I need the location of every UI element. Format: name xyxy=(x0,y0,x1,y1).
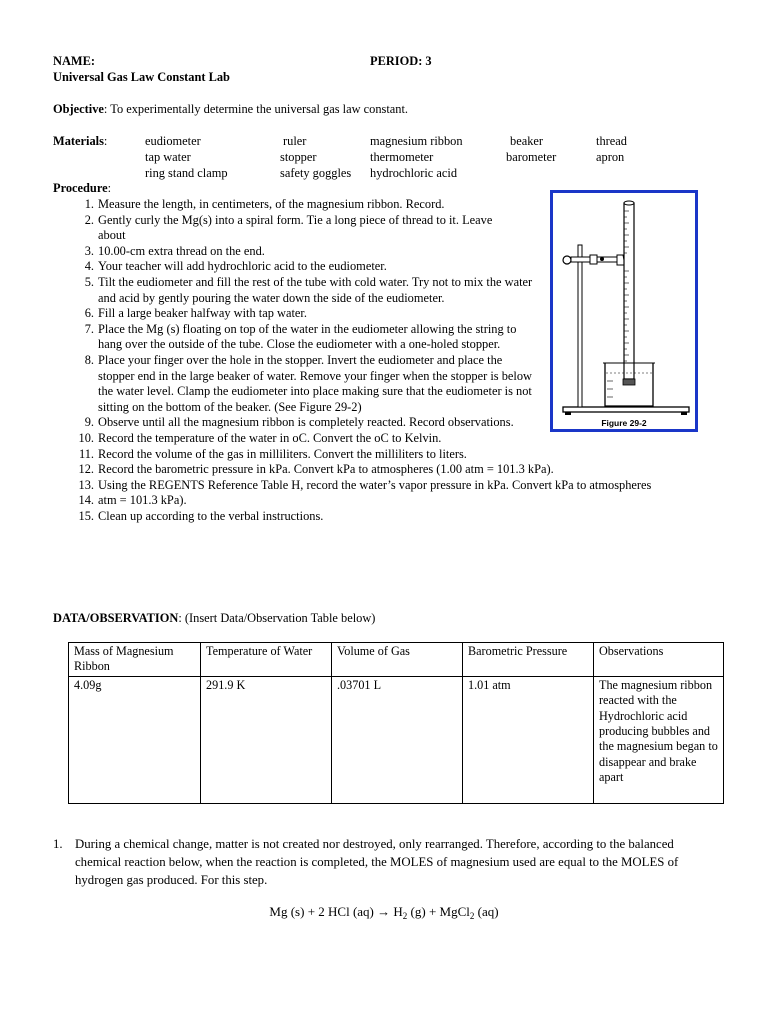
step-number: 4. xyxy=(84,259,94,274)
procedure-step xyxy=(72,509,552,525)
step-text: 10.00-cm extra thread on the end. xyxy=(98,243,265,258)
data-observation-table xyxy=(68,642,724,804)
lab-title: Universal Gas Law Constant Lab xyxy=(53,70,230,84)
procedure-step xyxy=(72,415,552,431)
material-item: ring stand clamp xyxy=(145,166,228,180)
volume-cell: .03701 L xyxy=(332,676,463,803)
step-text: Place your finger over the hole in the stopper. Invert the eudiometer and place the stopper end in the large beaker of water. Remove your finger when the stopper is below the water level. Clamp the eudiometer into place making sure that the eudiometer is not sitting on the bottom of the beaker. (See Figure 29-2) xyxy=(98,352,532,414)
data-observation-note: : (Insert Data/Observation Table below) xyxy=(178,611,376,625)
procedure-label: Procedure xyxy=(53,181,108,195)
objective-text: : To experimentally determine the universal gas law constant. xyxy=(103,102,409,116)
material-item: stopper xyxy=(280,150,317,164)
procedure-steps xyxy=(72,197,652,524)
mgcl2-subscript: 2 xyxy=(469,911,475,921)
objective-label: Objective xyxy=(53,102,104,116)
step-text: atm = 101.3 kPa). xyxy=(98,493,187,508)
figure-29-2 xyxy=(550,190,698,432)
material-item: eudiometer xyxy=(145,134,201,148)
material-item: thread xyxy=(596,134,627,148)
equation-rhs: (aq) xyxy=(474,904,499,919)
table-header-cell: Temperature of Water xyxy=(201,643,332,677)
step-number: 9. xyxy=(84,415,94,430)
step-number: 2. xyxy=(84,212,94,227)
procedure-step xyxy=(72,477,652,494)
procedure-step xyxy=(72,275,552,306)
step-text: Gently curly the Mg(s) into a spiral form. Tie a long piece of thread to it. Leave about xyxy=(98,212,493,243)
material-item: magnesium ribbon xyxy=(370,134,463,148)
table-header-cell: Barometric Pressure xyxy=(463,643,594,677)
temperature-cell: 291.9 K xyxy=(201,676,332,803)
mass-cell: 4.09g xyxy=(69,676,201,803)
pressure-cell: 1.01 atm xyxy=(463,676,594,803)
table-row xyxy=(69,676,724,803)
material-item: hydrochloric acid xyxy=(370,166,458,180)
eudiometer-apparatus-illustration xyxy=(553,193,695,429)
procedure-step xyxy=(72,493,552,509)
step-text: Tilt the eudiometer and fill the rest of the tube with cold water. Try not to mix the water and acid by gently pouring the water down the side of the eudiometer. xyxy=(98,274,533,305)
observations-cell: The magnesium ribbon reacted with the Hydrochloric acid producing bubbles and the magnesium began to disappear and brake apart xyxy=(594,676,724,803)
materials-heading: Materials: xyxy=(53,134,108,148)
equation-mid: (g) + MgCl xyxy=(407,904,470,919)
step-number: 15. xyxy=(78,508,94,523)
step-number: 10. xyxy=(78,430,94,445)
step-text: Your teacher will add hydrochloric acid to the eudiometer. xyxy=(98,259,387,274)
objective xyxy=(53,102,408,118)
material-item: barometer xyxy=(506,150,557,164)
table-header-cell: Mass of Magnesium Ribbon xyxy=(69,643,201,677)
name-label: NAME: xyxy=(53,54,95,68)
step-number: 8. xyxy=(84,352,94,367)
step-number: 13. xyxy=(78,477,94,492)
data-observation-label: DATA/OBSERVATION xyxy=(53,611,179,625)
question-1 xyxy=(53,835,723,889)
step-text: Using the REGENTS Reference Table H, record the water’s vapor pressure in kPa. Convert kPa to atmospheres xyxy=(98,477,652,492)
table-header-cell: Observations xyxy=(594,643,724,677)
step-text: Place the Mg (s) floating on top of the water in the eudiometer allowing the string to hang over the outside of the tube. Close the eudiometer with a one-holed stopper. xyxy=(98,321,517,352)
procedure-step xyxy=(72,213,552,244)
procedure-heading: Procedure: xyxy=(53,181,112,195)
procedure-step xyxy=(72,306,552,322)
step-number: 11. xyxy=(78,446,94,461)
step-text: Clean up according to the verbal instructions. xyxy=(98,508,324,523)
equation-lhs: Mg (s) + 2 HCl (aq) → H xyxy=(269,904,403,919)
procedure-step xyxy=(72,462,552,478)
procedure-step xyxy=(72,197,552,213)
figure-caption: Figure 29-2 xyxy=(601,418,647,428)
material-item: tap water xyxy=(145,150,191,164)
procedure-step xyxy=(72,431,552,447)
table-header-cell: Volume of Gas xyxy=(332,643,463,677)
procedure-step xyxy=(72,322,552,353)
chemical-equation xyxy=(0,904,768,920)
procedure-step xyxy=(72,259,552,275)
step-text: Measure the length, in centimeters, of the magnesium ribbon. Record. xyxy=(98,197,445,211)
step-text: Record the barometric pressure in kPa. Convert kPa to atmospheres (1.00 atm = 101.3 kPa). xyxy=(98,462,554,477)
step-number: 7. xyxy=(84,321,94,336)
step-number: 3. xyxy=(84,243,94,258)
step-number: 1. xyxy=(84,197,94,211)
step-text: Fill a large beaker halfway with tap water. xyxy=(98,306,307,321)
period-label: PERIOD: 3 xyxy=(370,54,432,68)
step-number: 6. xyxy=(84,306,94,321)
materials-label: Materials xyxy=(53,134,104,148)
question-number: 1. xyxy=(53,837,63,851)
material-item: beaker xyxy=(510,134,544,148)
material-item: safety goggles xyxy=(280,166,352,180)
question-text: During a chemical change, matter is not created nor destroyed, only rearranged. Therefore, according to the balanced chemical reaction below, when the reaction is completed, the MOLES of magnesium used are equal to the MOLES of hydrogen gas produced. For this step. xyxy=(75,837,679,887)
material-item: apron xyxy=(596,150,625,164)
step-text: Observe until all the magnesium ribbon is completely reacted. Record observations. xyxy=(98,415,514,430)
step-number: 12. xyxy=(78,462,94,477)
procedure-step xyxy=(72,244,552,260)
material-item: thermometer xyxy=(370,150,434,164)
table-header-row xyxy=(69,643,724,677)
procedure-step xyxy=(72,353,552,415)
data-observation-heading xyxy=(53,611,375,627)
step-text: Record the temperature of the water in oC. Convert the oC to Kelvin. xyxy=(98,430,442,445)
procedure-step xyxy=(72,447,552,463)
step-text: Record the volume of the gas in milliliters. Convert the milliliters to liters. xyxy=(98,446,467,461)
step-number: 5. xyxy=(84,274,94,289)
material-item: ruler xyxy=(283,134,307,148)
h2-subscript: 2 xyxy=(402,911,408,921)
step-number: 14. xyxy=(78,493,94,508)
